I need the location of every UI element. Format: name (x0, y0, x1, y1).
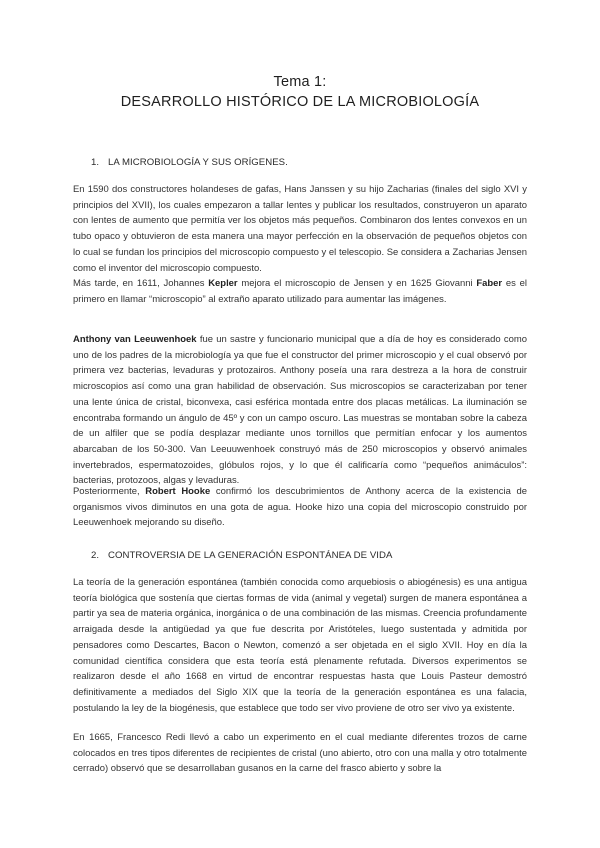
paragraph-text: En 1665, Francesco Redi llevó a cabo un experimento en el cual mediante diferentes trozos de carne colocados en tres tipos diferentes de recipientes de cristal (uno abierto, otro con una malla y otro totalmente cerrado) observó que se desarrollaban gusanos en la carne del frasco abierto y sobre la (73, 732, 527, 775)
paragraph (73, 575, 527, 716)
paragraph-text: Posteriormente, (73, 486, 146, 497)
section-heading-1 (91, 157, 288, 168)
document-title (0, 72, 600, 112)
paragraph-text: mejora el microscopio de Jensen y en 1625 Giovanni (237, 278, 477, 289)
title-line-1: Tema 1: (273, 74, 327, 90)
section-number: 2. (91, 550, 100, 561)
section-heading-2 (91, 550, 392, 561)
bold-name: Faber (476, 278, 503, 289)
section-title: LA MICROBIOLOGÍA Y SUS ORÍGENES. (108, 157, 288, 168)
paragraph (73, 276, 527, 307)
paragraph-text: confirmó los descubrimientos de Anthony acerca de la existencia de organismos vivos diminutos en una gota de agua. Hooke hizo una copia del microscopio construido por Leeuwenhoek mejorando su diseño. (73, 486, 527, 529)
paragraph-text: es el primero en llamar “microscopio” al extraño aparato utilizado para aumentar las imágenes. (73, 278, 527, 305)
paragraph (73, 484, 527, 531)
section-title: CONTROVERSIA DE LA GENERACIÓN ESPONTÁNEA DE VIDA (108, 550, 393, 561)
bold-name: Kepler (208, 278, 238, 289)
paragraph (73, 332, 527, 489)
paragraph (73, 182, 527, 276)
bold-name: Anthony van Leeuwenhoek (73, 334, 197, 345)
paragraph-text: La teoría de la generación espontánea (también conocida como arquebiosis o abiogénesis) es una antigua teoría biológica que sostenía que ciertas formas de vida (animal y vegetal) surgen de manera espontánea a partir ya sea de materia orgánica, inorgánica o de una combinación de las mismas. Creencia profundamente arraigada desde la antigüedad ya que fue descrita por Aristóteles, luego sustentada y admitida por pensadores como Descartes, Bacon o Newton, comenzó a ser objetada en el siglo XVII. Hoy en día la comunidad científica considera que esta teoría está plenamente refutada. Diversos experimentos se realizaron desde el año 1668 en virtud de encontrar respuestas hasta que Louis Pasteur demostró definitivamente a mediados del Siglo XIX que la teoría de la generación espontánea es una falacia, postulando la ley de la biogénesis, que establece que todo ser vivo proviene de otro ser vivo ya existente. (73, 577, 527, 714)
section-number: 1. (91, 157, 100, 168)
title-line-2: DESARROLLO HISTÓRICO DE LA MICROBIOLOGÍA (120, 94, 480, 110)
paragraph (73, 730, 527, 777)
paragraph-text: fue un sastre y funcionario municipal que a día de hoy es considerado como uno de los padres de la microbiología ya que fue el constructor del primer microscopio y el cual observó por primera vez bacterias, levaduras y protozairos. Anthony poseía una rara destreza a la hora de construir microscopios así como una gran habilidad de observación. Sus microscopios se caracterizaban por tener una lente única de cristal, biconvexa, casi esférica montada entre dos placas metálicas. La iluminación se encontraba formando un ángulo de 45º y con un campo oscuro. Las muestras se montaban sobre la cabeza de un alfiler que se podía desplazar mediante unos tornillos que permitían enfocar y los aumentos abarcaban de los 50-300. Van Leeuuwenhoek construyó más de 250 microscopios y observó animales invertebrados, espermatozoides, glóbulos rojos, y lo que él calificaría como “pequeños animáculos”: bacterias, protozoos, algas y levaduras. (73, 334, 527, 487)
paragraph-text: Más tarde, en 1611, Johannes (73, 278, 209, 289)
paragraph-text: En 1590 dos constructores holandeses de gafas, Hans Janssen y su hijo Zacharias (finales del siglo XVI y principios del XVII), los cuales empezaron a tallar lentes y publicar los resultados, construyeron un aparato con lentes de aumento que permitía ver los objetos más pequeños. Combinaron dos lentes convexos en un tubo opaco y obtuvieron de esta manera una mayor perfección en la observación de pequeños objetos con lo cual se fundan los principios del microscopio compuesto y el telescopio. Se considera a Zacharias Jensen como el inventor del microscopio compuesto. (73, 184, 527, 274)
bold-name: Robert Hooke (145, 486, 211, 497)
